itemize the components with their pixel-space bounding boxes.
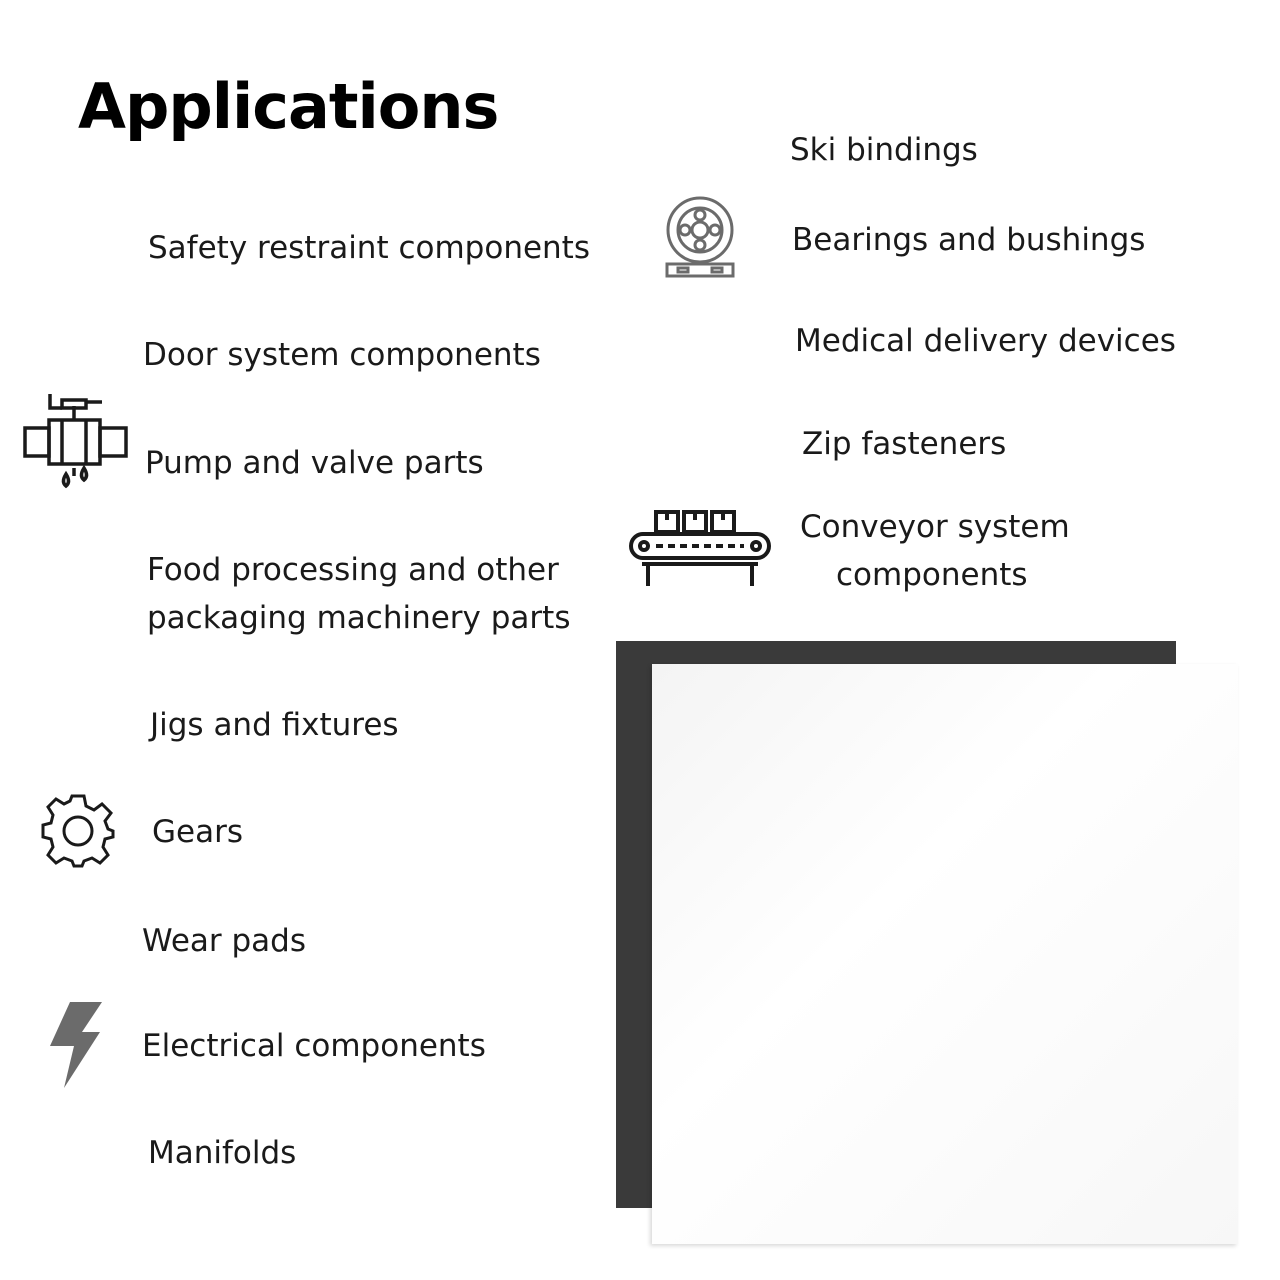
- list-item: Wear pads: [142, 923, 307, 959]
- page-title: Applications: [78, 70, 499, 143]
- list-item: Door system components: [143, 337, 541, 373]
- conveyor-icon: [628, 508, 772, 590]
- list-item: packaging machinery parts: [147, 600, 571, 636]
- list-item: Food processing and other: [147, 552, 559, 588]
- gear-icon: [40, 793, 116, 869]
- bearing-icon: [664, 196, 736, 282]
- list-item: components: [836, 557, 1028, 593]
- list-item: Conveyor system: [800, 509, 1070, 545]
- list-item: Safety restraint components: [148, 230, 590, 266]
- list-item: Pump and valve parts: [145, 445, 484, 481]
- list-item: Electrical components: [142, 1028, 486, 1064]
- list-item: Bearings and bushings: [792, 222, 1146, 258]
- white-sheet-image: [652, 664, 1238, 1244]
- list-item: Zip fasteners: [802, 426, 1007, 462]
- list-item: Gears: [152, 814, 243, 850]
- lightning-icon: [48, 1002, 104, 1088]
- list-item: Medical delivery devices: [795, 323, 1176, 359]
- list-item: Jigs and fixtures: [150, 707, 399, 743]
- list-item: Ski bindings: [790, 132, 978, 168]
- list-item: Manifolds: [148, 1135, 297, 1171]
- valve-icon: [22, 388, 130, 496]
